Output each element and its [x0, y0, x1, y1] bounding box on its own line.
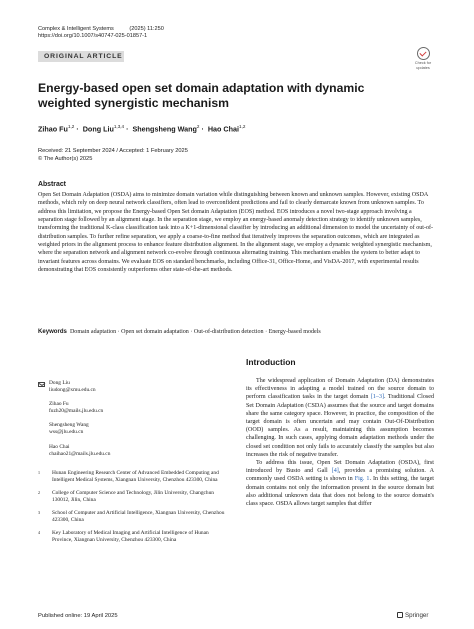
- published-online-date: Published online: 19 April 2025: [38, 613, 118, 619]
- contact-email[interactable]: wss@jlu.edu.cn: [49, 429, 84, 436]
- citation-link[interactable]: [4]: [331, 468, 339, 475]
- contact-entry: [38, 444, 226, 458]
- author-separator: ·: [124, 124, 131, 134]
- keywords-line: [38, 329, 434, 335]
- check-for-updates-badge[interactable]: [411, 47, 435, 71]
- affiliation-text: Hunan Engineering Research Center of Advanced Embedded Computing and Intelligent Medical Systems, Xiangnan University, Chenzhou 423300, China: [52, 469, 219, 483]
- publisher-name: Springer: [405, 612, 429, 619]
- badge-label-2: updates: [416, 66, 430, 71]
- author-affil-sup: 1,3,4: [113, 124, 125, 129]
- affiliation-entry: [38, 510, 226, 524]
- author-name[interactable]: Hao Chai: [207, 124, 240, 134]
- contact-name: Shengsheng Wang: [49, 422, 89, 429]
- contact-name: Hao Chai: [49, 443, 70, 450]
- affiliation-number: 3: [38, 510, 40, 516]
- copyright-line: © The Author(s) 2025: [38, 155, 93, 162]
- publisher-logo: [397, 612, 428, 619]
- contact-email[interactable]: chaihao21@mails.jlu.edu.cn: [49, 450, 111, 457]
- intro-p1-part-b: . Traditional Closed Set Domain Adaptation (CSDA) assumes that the source and target domains share the same category space. However, in practice, the composition of the target domain is often uncertain and may contain Out-Of-Distribution (OOD) samples. As a result, maintaining this assumption becomes challenging. In such cases, applying domain adaptation methods under the closed set condition not only fails to accurately classify the samples but also increases the risk of negative transfer.: [246, 394, 435, 458]
- affiliation-text: School of Computer and Artificial Intelligence, Xiangnan University, Chenzhou 423300, China: [52, 510, 225, 524]
- affiliation-entry: [38, 490, 226, 504]
- contact-name: Dong Liu: [49, 380, 70, 386]
- author-name[interactable]: Shengsheng Wang: [132, 124, 197, 134]
- author-affil-sup: 1,2: [239, 124, 246, 129]
- affiliation-text: College of Computer Science and Technology, Jilin University, Changchun 130012, Jilin, China: [52, 489, 215, 504]
- abstract-heading: Abstract: [38, 181, 66, 188]
- author-list: [38, 124, 245, 133]
- introduction-heading: Introduction: [246, 357, 296, 367]
- keywords-label: Keywords: [38, 329, 67, 335]
- affiliation-entry: [38, 530, 226, 544]
- author-separator: ·: [74, 124, 81, 134]
- intro-p2-part-c: . In this setting, the target domain contains not only the information present in the source domain but also additional unknown data that does not belong to the source domain's class space. OSDA allows target samples that differ: [246, 476, 434, 508]
- author-affil-sup: 1,2: [67, 124, 75, 129]
- introduction-text: [246, 377, 434, 508]
- doi-link[interactable]: https://doi.org/10.1007/s40747-025-01857-1: [38, 33, 148, 40]
- contact-entry: [38, 422, 226, 436]
- contact-email[interactable]: liudong@xmu.edu.cn: [49, 387, 96, 394]
- intro-p2-part-b: , provides a promising solution. A commonly used OSDA setting is shown in: [246, 468, 434, 483]
- author-separator: ·: [199, 124, 206, 134]
- keywords-text: Domain adaptation · Open set domain adaptation · Out-of-distribution detection · Energy-based models: [69, 329, 321, 335]
- affiliation-text: Key Laboratory of Medical Imaging and Artificial Intelligence of Hunan Province, Xiangnan University, Chenzhou 423300, China: [52, 530, 209, 544]
- correspondence-block: [38, 380, 226, 551]
- affiliation-number: 1: [38, 469, 40, 475]
- figure-link[interactable]: Fig. 1: [354, 476, 370, 483]
- author-affil-sup: 2: [196, 124, 200, 129]
- publication-dates: [38, 148, 188, 163]
- intro-paragraph-2: [246, 459, 434, 508]
- contact-entry: [38, 380, 226, 394]
- article-type-banner: ORIGINAL ARTICLE: [38, 51, 124, 62]
- received-accepted-dates: Received: 21 September 2024 / Accepted: 1 February 2025: [38, 148, 188, 154]
- contact-email[interactable]: fuzh20@mails.jlu.edu.cn: [49, 408, 104, 415]
- intro-p2-part-a: To address this issue, Open Set Domain Adaptation (OSDA), first introduced by Busto and Gall: [246, 460, 434, 475]
- affiliation-number: 2: [38, 489, 40, 495]
- affiliation-number: 4: [38, 530, 40, 536]
- check-updates-icon: [417, 47, 430, 60]
- affiliation-entry: [38, 470, 226, 484]
- author-name[interactable]: Dong Liu: [82, 124, 114, 134]
- intro-p1-part-a: The widespread application of Domain Adaptation (DA) demonstrates its effectiveness in adapting a model trained on the source domain to perform classification tasks in the target domain: [246, 378, 434, 401]
- intro-paragraph-1: [246, 377, 434, 459]
- abstract-text: Open Set Domain Adaptation (OSDA) aims to minimize domain variation while distinguishing between known and unknown samples. However, existing OSDA methods, which rely on deep neural network classifiers, often lead to overconfident predictions and fail to clearly demarcate known from unknown samples. To address this limitation, we propose the Energy-based Open Set domain Adaptation (EOS) method. EOS introduces a novel two-stage approach involving a separation stage followed by an alignment stage. In the separation stage, we employ an energy-based anomaly detection strategy to identify unknown samples, transforming the traditional K-class classification task into a K+1-dimensional classifier by introducing an additional dimension to model the uncertainty of out-of-distribution samples. To further refine separation, we apply a coarse-to-fine method that iteratively improves the separation outcomes, which are integrated as weighted priors in the alignment process to enhance feature distribution alignment. In the alignment stage, we employ a dynamic weighted synergistic mechanism, where the separation network and alignment network co-evolve through continuous alternating training. This mechanism enables the system to better adapt to invariant features across domains. We evaluate EOS on standard benchmarks, including Office-31, Office-Home, and VisDA-2017, with experimental results demonstrating that EOS consistently outperforms other state-of-the-art methods.: [38, 192, 434, 273]
- contact-name: Zihao Fu: [49, 401, 69, 408]
- badge-label-1: Check for: [414, 61, 432, 65]
- citation-link[interactable]: [1–3]: [370, 394, 385, 401]
- mail-icon: [38, 382, 45, 387]
- paper-title: Energy-based open set domain adaptation with dynamic weighted synergistic mechanism: [38, 81, 365, 110]
- springer-horse-icon: [397, 612, 403, 618]
- author-name[interactable]: Zihao Fu: [38, 124, 68, 134]
- journal-citation: Complex & Intelligent Systems (2025) 11:250: [38, 26, 164, 32]
- journal-info: [38, 26, 164, 41]
- contact-entry: [38, 401, 226, 415]
